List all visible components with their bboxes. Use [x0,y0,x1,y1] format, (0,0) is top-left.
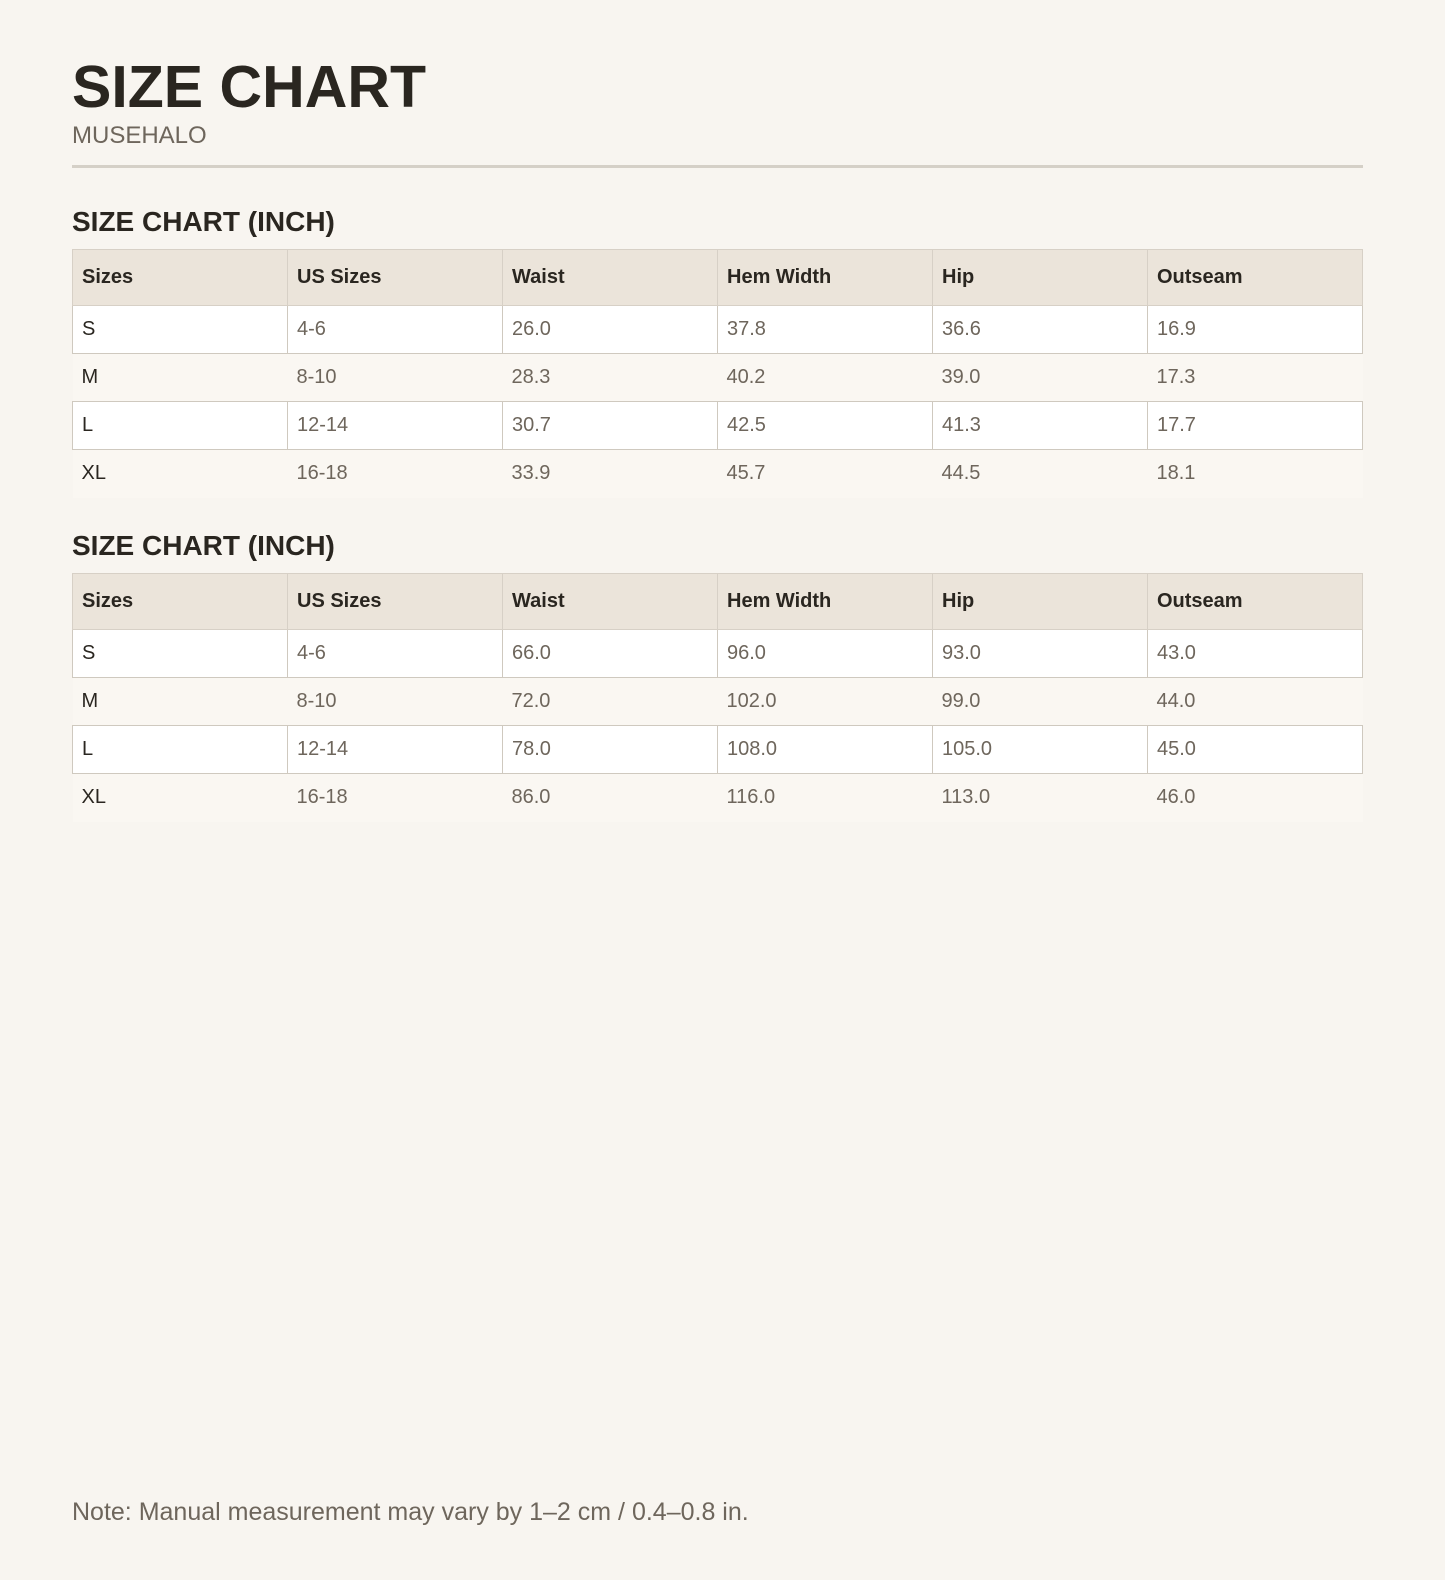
column-header-sizes: Sizes [73,250,288,306]
column-header-outseam: Outseam [1148,250,1363,306]
size-table [72,249,1363,498]
hip-cell: 41.3 [933,402,1148,450]
size-cell: S [73,306,288,354]
table-row [73,726,1363,774]
outseam-cell: 46.0 [1148,774,1363,822]
waist-cell: 30.7 [503,402,718,450]
hem-width-cell: 116.0 [718,774,933,822]
column-header-waist: Waist [503,574,718,630]
hip-cell: 36.6 [933,306,1148,354]
outseam-cell: 17.7 [1148,402,1363,450]
us-size-cell: 4-6 [288,306,503,354]
us-size-cell: 8-10 [288,678,503,726]
column-header-hip: Hip [933,574,1148,630]
hem-width-cell: 96.0 [718,630,933,678]
table-row [73,402,1363,450]
waist-cell: 86.0 [503,774,718,822]
waist-cell: 66.0 [503,630,718,678]
table-row [73,678,1363,726]
table-row [73,306,1363,354]
column-header-outseam: Outseam [1148,574,1363,630]
size-cell: L [73,402,288,450]
column-header-us-sizes: US Sizes [288,250,503,306]
table-header-row [73,574,1363,630]
table-row [73,450,1363,498]
waist-cell: 28.3 [503,354,718,402]
section-title: SIZE CHART (INCH) [72,206,335,237]
outseam-cell: 45.0 [1148,726,1363,774]
us-size-cell: 12-14 [288,726,503,774]
size-table [72,573,1363,822]
measurement-note: Note: Manual measurement may vary by 1–2 cm / 0.4–0.8 in. [72,1498,749,1526]
hip-cell: 99.0 [933,678,1148,726]
size-table-section-2 [72,529,1363,822]
size-table-section-1 [72,205,1363,498]
column-header-sizes: Sizes [73,574,288,630]
hip-cell: 113.0 [933,774,1148,822]
waist-cell: 33.9 [503,450,718,498]
table-row [73,354,1363,402]
section-title: SIZE CHART (INCH) [72,530,335,561]
outseam-cell: 16.9 [1148,306,1363,354]
us-size-cell: 16-18 [288,774,503,822]
waist-cell: 78.0 [503,726,718,774]
table-row [73,630,1363,678]
us-size-cell: 4-6 [288,630,503,678]
size-cell: L [73,726,288,774]
outseam-cell: 18.1 [1148,450,1363,498]
waist-cell: 72.0 [503,678,718,726]
hip-cell: 44.5 [933,450,1148,498]
column-header-hip: Hip [933,250,1148,306]
column-header-us-sizes: US Sizes [288,574,503,630]
size-cell: XL [73,450,288,498]
size-cell: XL [73,774,288,822]
hip-cell: 39.0 [933,354,1148,402]
hem-width-cell: 37.8 [718,306,933,354]
hip-cell: 93.0 [933,630,1148,678]
size-cell: S [73,630,288,678]
outseam-cell: 17.3 [1148,354,1363,402]
hem-width-cell: 42.5 [718,402,933,450]
page-title: SIZE CHART [72,54,426,120]
us-size-cell: 12-14 [288,402,503,450]
hem-width-cell: 102.0 [718,678,933,726]
column-header-hem-width: Hem Width [718,574,933,630]
size-cell: M [73,678,288,726]
hip-cell: 105.0 [933,726,1148,774]
hem-width-cell: 40.2 [718,354,933,402]
us-size-cell: 16-18 [288,450,503,498]
waist-cell: 26.0 [503,306,718,354]
outseam-cell: 43.0 [1148,630,1363,678]
us-size-cell: 8-10 [288,354,503,402]
brand-name: MUSEHALO [72,122,207,149]
column-header-hem-width: Hem Width [718,250,933,306]
table-row [73,774,1363,822]
table-header-row [73,250,1363,306]
outseam-cell: 44.0 [1148,678,1363,726]
column-header-waist: Waist [503,250,718,306]
hem-width-cell: 108.0 [718,726,933,774]
size-cell: M [73,354,288,402]
hem-width-cell: 45.7 [718,450,933,498]
header-divider [72,165,1363,168]
